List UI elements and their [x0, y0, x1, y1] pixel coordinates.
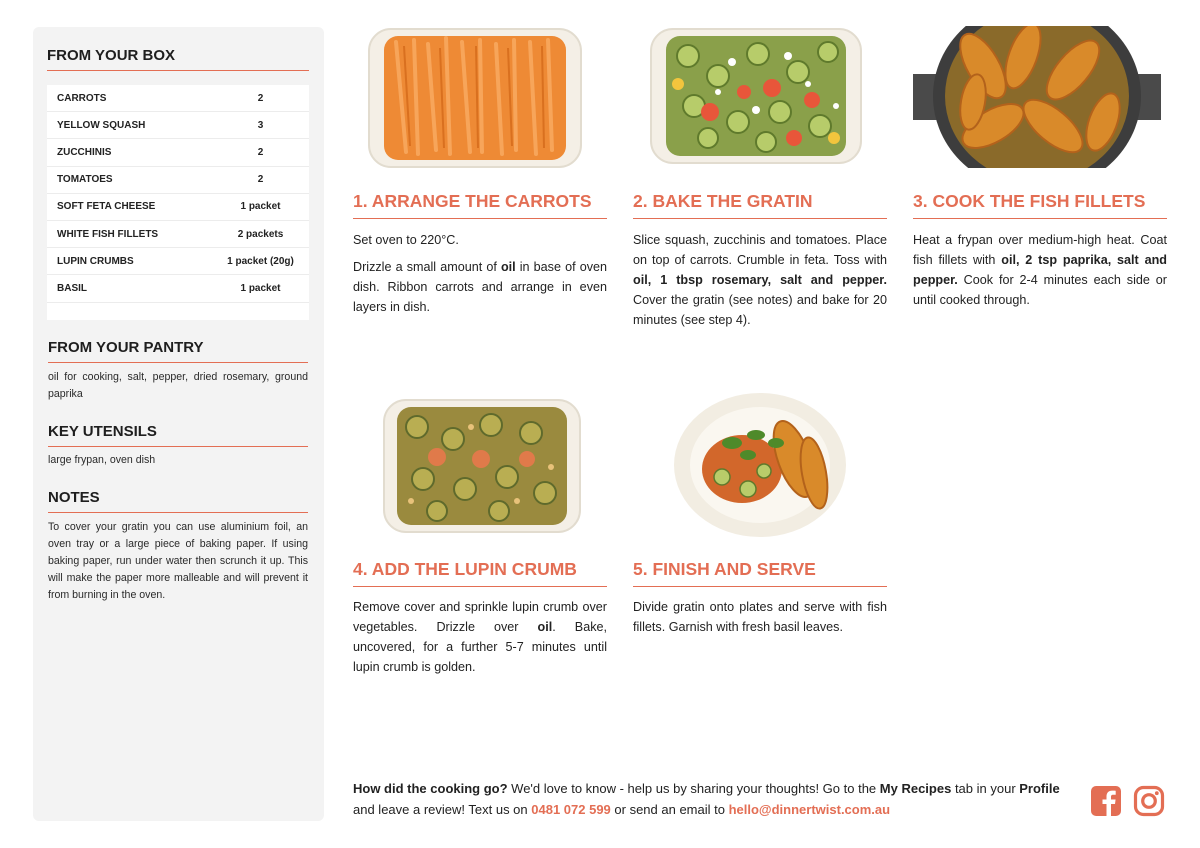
step-text: in base of oven dish. Ribbon carrots and arrange in even layers in dish.	[353, 260, 607, 314]
profile-link[interactable]: Profile	[1019, 781, 1060, 796]
table-row	[47, 112, 309, 139]
ingredient-name: ZUCCHINIS	[57, 146, 112, 158]
step-text: Heat a frypan over medium-high heat. Coat fish fillets with	[913, 233, 1167, 267]
ingredient-qty: 2	[257, 146, 264, 158]
notes-text: To cover your gratin you can use aluminium foil, an oven tray or a large piece of baking paper. If using baking paper, run under water then scrunch it up. This will make the paper more malleable and will prevent it from burning in the oven.	[48, 521, 308, 601]
step-3-para	[913, 230, 1167, 310]
step-2-body	[633, 230, 887, 337]
table-row	[47, 221, 309, 248]
step-1-title: 1. ARRANGE THE CARROTS	[353, 191, 607, 219]
step-5-para: Divide gratin onto plates and serve with fish fillets. Garnish with fresh basil leaves.	[633, 600, 887, 634]
ingredient-qty: 3	[257, 119, 264, 131]
ingredient-name: BASIL	[57, 282, 87, 294]
table-row	[47, 248, 309, 275]
step-5-title: 5. FINISH AND SERVE	[633, 559, 887, 587]
ingredient-qty: 2	[257, 92, 264, 104]
from-your-pantry-title: FROM YOUR PANTRY	[48, 339, 308, 363]
step-2-title: 2. BAKE THE GRATIN	[633, 191, 887, 219]
ingredient-name: WHITE FISH FILLETS	[57, 228, 159, 240]
phone-link[interactable]: 0481 072 599	[531, 802, 611, 817]
step-3-title: 3. COOK THE FISH FILLETS	[913, 191, 1167, 219]
my-recipes-link[interactable]: My Recipes	[879, 781, 952, 796]
ingredient-name: YELLOW SQUASH	[57, 119, 146, 131]
baked-gratin-image	[381, 397, 583, 535]
ingredient-name: LUPIN CRUMBS	[57, 255, 134, 267]
ingredient-qty: 1 packet	[240, 201, 281, 213]
instagram-icon[interactable]	[1133, 785, 1165, 817]
fish-frypan-image	[913, 26, 1161, 168]
table-row	[47, 85, 309, 112]
carrots-dish-image	[366, 26, 584, 170]
ingredient-qty: 1 packet (20g)	[227, 255, 294, 267]
box-ingredients-table	[47, 85, 309, 320]
step-2-para	[633, 230, 887, 330]
footer-text: or send an email to	[610, 802, 729, 817]
step-text: Slice squash, zucchinis and tomatoes. Place on top of carrots. Crumble in feta. Toss with	[633, 233, 887, 267]
step-3-body	[913, 230, 1167, 317]
step-1-para-1: Set oven to 220°C.	[353, 233, 459, 247]
step-1-body	[353, 230, 607, 324]
ingredient-qty: 1 packet	[240, 282, 281, 294]
step-5-body	[633, 597, 887, 644]
notes-title: NOTES	[48, 489, 308, 513]
table-row	[47, 139, 309, 166]
step-text: Remove cover and sprinkle lupin crumb over vegetables. Drizzle over	[353, 600, 607, 634]
from-your-box-title: FROM YOUR BOX	[47, 47, 309, 71]
feedback-footer	[353, 778, 1073, 820]
step-bold: oil, 1 tbsp rosemary, salt and pepper.	[633, 273, 887, 287]
footer-question: How did the cooking go?	[353, 781, 508, 796]
step-bold: oil, 2 tsp paprika, salt and pepper.	[913, 253, 1167, 287]
step-1-para-2	[353, 257, 607, 317]
footer-text: We'd love to know - help us by sharing your thoughts! Go to the	[507, 781, 880, 796]
gratin-dish-image	[648, 26, 864, 166]
key-utensils-title: KEY UTENSILS	[48, 423, 308, 447]
step-bold: oil	[500, 260, 516, 274]
pantry-text: oil for cooking, salt, pepper, dried rosemary, ground paprika	[48, 371, 308, 400]
email-link[interactable]: hello@dinnertwist.com.au	[728, 802, 891, 817]
table-row	[47, 275, 309, 302]
table-row	[47, 194, 309, 221]
step-text: Drizzle a small amount of	[353, 260, 501, 274]
footer-text: tab in your	[951, 781, 1020, 796]
served-plate-image	[672, 393, 848, 537]
facebook-icon[interactable]	[1090, 785, 1122, 817]
ingredient-qty: 2 packets	[237, 228, 284, 240]
step-text: . Bake, uncovered, for a further 5-7 minutes until lupin crumb is golden.	[353, 620, 607, 674]
ingredient-qty: 2	[257, 174, 264, 186]
table-row	[47, 167, 309, 194]
utensils-text: large frypan, oven dish	[48, 454, 156, 466]
sidebar	[33, 27, 324, 821]
step-text: Cook for 2-4 minutes each side or until cooked through.	[913, 273, 1167, 307]
step-4-para	[353, 597, 607, 677]
step-text: Cover the gratin (see notes) and bake for 20 minutes (see step 4).	[633, 293, 887, 327]
footer-text: and leave a review! Text us on	[353, 802, 532, 817]
step-bold: oil	[537, 620, 553, 634]
ingredient-name: TOMATOES	[57, 174, 113, 186]
step-4-body	[353, 597, 607, 684]
step-4-title: 4. ADD THE LUPIN CRUMB	[353, 559, 607, 587]
ingredient-name: SOFT FETA CHEESE	[57, 201, 156, 213]
ingredient-name: CARROTS	[57, 92, 107, 104]
